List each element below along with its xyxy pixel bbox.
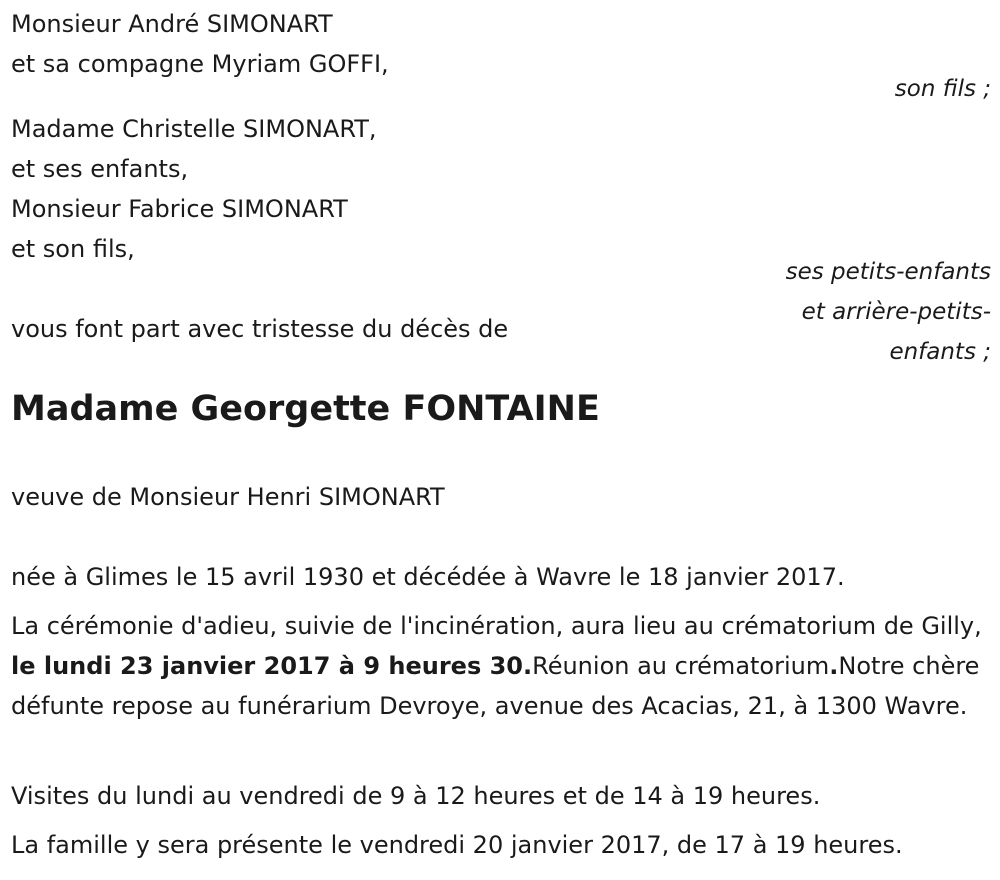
relation-grandchildren-3: enfants ; bbox=[889, 339, 991, 365]
family-line-andre: Monsieur André SIMONART bbox=[11, 10, 333, 38]
ceremony-dot: . bbox=[829, 652, 839, 680]
ceremony-paragraph bbox=[11, 606, 986, 726]
visits-text: Visites du lundi au vendredi de 9 à 12 heures et de 14 à 19 heures. bbox=[11, 782, 821, 810]
ceremony-text-3: Notre chère défunte repose au funérarium Devroye, avenue des Acacias, 21, à 1300 Wavre. bbox=[11, 652, 980, 720]
widow-of-text: veuve de Monsieur Henri SIMONART bbox=[11, 483, 445, 511]
family-presence-text: La famille y sera présente le vendredi 20 janvier 2017, de 17 à 19 heures. bbox=[11, 831, 903, 859]
relation-son: son fils ; bbox=[894, 76, 991, 102]
family-line-children: et ses enfants, bbox=[11, 155, 189, 183]
announcement-text: vous font part avec tristesse du décès de bbox=[11, 315, 509, 343]
family-line-fabrice: Monsieur Fabrice SIMONART bbox=[11, 195, 348, 223]
birth-death-text: née à Glimes le 15 avril 1930 et décédée à Wavre le 18 janvier 2017. bbox=[11, 563, 845, 591]
relation-grandchildren-1: ses petits-enfants bbox=[785, 259, 991, 285]
family-line-son: et son fils, bbox=[11, 235, 135, 263]
relation-grandchildren-2: et arrière-petits- bbox=[801, 299, 991, 325]
ceremony-text-1: La cérémonie d'adieu, suivie de l'incinération, aura lieu au crématorium de Gilly, bbox=[11, 612, 982, 640]
family-line-myriam: et sa compagne Myriam GOFFI, bbox=[11, 50, 389, 78]
ceremony-text-2: Réunion au crématorium bbox=[532, 652, 830, 680]
ceremony-date: le lundi 23 janvier 2017 à 9 heures 30. bbox=[11, 652, 533, 680]
family-line-christelle: Madame Christelle SIMONART, bbox=[11, 115, 377, 143]
deceased-name: Madame Georgette FONTAINE bbox=[11, 389, 600, 429]
